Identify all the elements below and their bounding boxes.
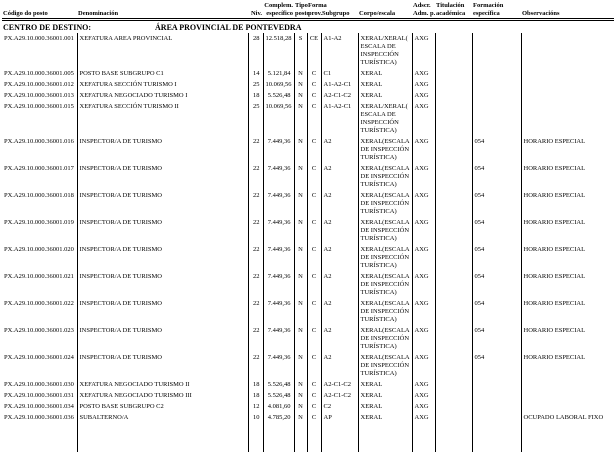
cell-titulacion-academica [435, 217, 472, 244]
cell-forma-provision: C [307, 217, 321, 244]
cell-formacion-especifica: 054 [472, 352, 521, 379]
cell-formacion-especifica [472, 412, 521, 423]
cell-observacions [521, 401, 614, 412]
cell-tipo-posto: N [294, 79, 307, 90]
cell-forma-provision: C [307, 352, 321, 379]
cell-complemento-especifico: 7.449,36 [263, 271, 294, 298]
cell-titulacion-academica [435, 271, 472, 298]
cell-formacion-especifica: 054 [472, 244, 521, 271]
table-row [2, 412, 614, 423]
cell-tipo-posto: N [294, 101, 307, 136]
cell-titulacion-academica [435, 325, 472, 352]
cell-corpo-escala: XERAL [358, 401, 412, 412]
centro-de-destino-label: CENTRO DE DESTINO: [3, 23, 92, 32]
cell-subgrupo: A2 [321, 244, 358, 271]
cell-denominacion: INSPECTOR/A DE TURISMO [77, 190, 248, 217]
cell-denominacion: XEFATURA NEGOCIADO TURISMO III [77, 390, 248, 401]
cell-corpo-escala: XERAL [358, 68, 412, 79]
cell-corpo-escala: XERAL(ESCALA DE INSPECCIÓN TURÍSTICA) [358, 190, 412, 217]
cell-codigo-posto: PX.A29.10.000.36001.024 [2, 352, 77, 379]
cell-formacion-especifica: 054 [472, 298, 521, 325]
cell-adscricion-adm: AXG [412, 68, 435, 79]
cell-forma-provision: C [307, 190, 321, 217]
cell-complemento-especifico: 7.449,36 [263, 136, 294, 163]
cell-formacion-especifica [472, 379, 521, 390]
cell-adscricion-adm: AXG [412, 401, 435, 412]
cell-tipo-posto: N [294, 379, 307, 390]
cell-forma-provision: C [307, 325, 321, 352]
cell-titulacion-academica [435, 68, 472, 79]
cell-codigo-posto: PX.A29.10.000.36001.023 [2, 325, 77, 352]
cell-complemento-especifico: 5.121,84 [263, 68, 294, 79]
cell-corpo-escala: XERAL(ESCALA DE INSPECCIÓN TURÍSTICA) [358, 244, 412, 271]
cell-tipo-posto: N [294, 325, 307, 352]
cell-codigo-posto: PX.A29.10.000.36001.018 [2, 190, 77, 217]
cell-formacion-especifica [472, 79, 521, 90]
cell-denominacion: INSPECTOR/A DE TURISMO [77, 217, 248, 244]
cell-nivel: 10 [248, 412, 263, 423]
col-header-nivel: Niv. [248, 2, 263, 20]
cell-subgrupo: A2 [321, 298, 358, 325]
cell-nivel: 14 [248, 68, 263, 79]
cell-titulacion-academica [435, 412, 472, 423]
cell-codigo-posto: PX.A29.10.000.36001.016 [2, 136, 77, 163]
cell-subgrupo: A2 [321, 217, 358, 244]
cell-denominacion: XEFATURA NEGOCIADO TURISMO I [77, 90, 248, 101]
cell-titulacion-academica [435, 244, 472, 271]
cell-observacions: HORARIO ESPECIAL [521, 163, 614, 190]
cell-titulacion-academica [435, 390, 472, 401]
cell-forma-provision: C [307, 298, 321, 325]
cell-nivel: 22 [248, 244, 263, 271]
cell-observacions: HORARIO ESPECIAL [521, 271, 614, 298]
cell-subgrupo: A2-C1-C2 [321, 90, 358, 101]
cell-adscricion-adm: AXG [412, 190, 435, 217]
table-row [2, 68, 614, 79]
cell-complemento-especifico: 7.449,36 [263, 352, 294, 379]
cell-corpo-escala: XERAL(ESCALA DE INSPECCIÓN TURÍSTICA) [358, 163, 412, 190]
cell-observacions [521, 390, 614, 401]
cell-corpo-escala: XERAL(ESCALA DE INSPECCIÓN TURÍSTICA) [358, 271, 412, 298]
cell-tipo-posto: N [294, 136, 307, 163]
cell-titulacion-academica [435, 101, 472, 136]
cell-complemento-especifico: 5.526,48 [263, 90, 294, 101]
cell-codigo-posto: PX.A29.10.000.36001.031 [2, 390, 77, 401]
cell-denominacion: INSPECTOR/A DE TURISMO [77, 244, 248, 271]
cell-adscricion-adm: AXG [412, 101, 435, 136]
cell-nivel: 22 [248, 163, 263, 190]
cell-subgrupo: A2 [321, 163, 358, 190]
cell-codigo-posto: PX.A29.10.000.36001.015 [2, 101, 77, 136]
cell-formacion-especifica [472, 90, 521, 101]
cell-corpo-escala: XERAL(ESCALA DE INSPECCIÓN TURÍSTICA) [358, 136, 412, 163]
cell-nivel: 22 [248, 325, 263, 352]
cell-formacion-especifica [472, 101, 521, 136]
cell-tipo-posto: S [294, 33, 307, 68]
cell-observacions: HORARIO ESPECIAL [521, 217, 614, 244]
cell-observacions [521, 79, 614, 90]
col-header-subgrupo: Subgrupo [321, 2, 358, 20]
cell-subgrupo: A2-C1-C2 [321, 390, 358, 401]
cell-formacion-especifica: 054 [472, 163, 521, 190]
centro-de-destino-value: ÁREA PROVINCIAL DE PONTEVEDRA [155, 23, 302, 32]
cell-denominacion: INSPECTOR/A DE TURISMO [77, 163, 248, 190]
cell-complemento-especifico: 7.449,36 [263, 298, 294, 325]
cell-titulacion-academica [435, 298, 472, 325]
col-header-complemento: Complem. específico [263, 2, 294, 20]
cell-nivel: 18 [248, 379, 263, 390]
cell-codigo-posto: PX.A29.10.000.36001.012 [2, 79, 77, 90]
cell-adscricion-adm: AXG [412, 163, 435, 190]
cell-corpo-escala: XERAL [358, 412, 412, 423]
cell-denominacion: INSPECTOR/A DE TURISMO [77, 325, 248, 352]
table-row [2, 90, 614, 101]
cell-subgrupo: A2 [321, 136, 358, 163]
cell-forma-provision: C [307, 68, 321, 79]
table-row [2, 190, 614, 217]
cell-corpo-escala: XERAL(ESCALA DE INSPECCIÓN TURÍSTICA) [358, 325, 412, 352]
cell-forma-provision: C [307, 79, 321, 90]
cell-observacions: HORARIO ESPECIAL [521, 352, 614, 379]
cell-formacion-especifica [472, 33, 521, 68]
cell-corpo-escala: XERAL [358, 90, 412, 101]
rpt-table [2, 2, 614, 452]
cell-nivel: 18 [248, 390, 263, 401]
cell-denominacion: INSPECTOR/A DE TURISMO [77, 352, 248, 379]
table-row [2, 271, 614, 298]
cell-formacion-especifica: 054 [472, 217, 521, 244]
cell-codigo-posto: PX.A29.10.000.36001.021 [2, 271, 77, 298]
cell-codigo-posto: PX.A29.10.000.36001.030 [2, 379, 77, 390]
col-header-denominacion: Denominación [77, 2, 248, 20]
cell-nivel: 22 [248, 190, 263, 217]
cell-formacion-especifica [472, 401, 521, 412]
cell-formacion-especifica: 054 [472, 325, 521, 352]
cell-observacions [521, 33, 614, 68]
cell-denominacion: INSPECTOR/A DE TURISMO [77, 298, 248, 325]
cell-subgrupo: C2 [321, 401, 358, 412]
col-header-adscricion: Adscr. Adm. p. [412, 2, 435, 20]
cell-denominacion: XEFATURA SECCIÓN TURISMO II [77, 101, 248, 136]
cell-adscricion-adm: AXG [412, 325, 435, 352]
table-row [2, 379, 614, 390]
cell-subgrupo: A2 [321, 271, 358, 298]
table-row [2, 298, 614, 325]
cell-adscricion-adm: AXG [412, 217, 435, 244]
cell-tipo-posto: N [294, 190, 307, 217]
cell-subgrupo: C1 [321, 68, 358, 79]
cell-tipo-posto: N [294, 217, 307, 244]
cell-complemento-especifico: 7.449,36 [263, 325, 294, 352]
cell-tipo-posto: N [294, 90, 307, 101]
cell-titulacion-academica [435, 136, 472, 163]
col-header-formacion: Formación específica [472, 2, 521, 20]
cell-corpo-escala: XERAL(ESCALA DE INSPECCIÓN TURÍSTICA) [358, 352, 412, 379]
cell-observacions: HORARIO ESPECIAL [521, 244, 614, 271]
table-row [2, 136, 614, 163]
cell-titulacion-academica [435, 352, 472, 379]
table-row [2, 163, 614, 190]
cell-forma-provision: CE [307, 33, 321, 68]
cell-denominacion: POSTO BASE SUBGRUPO C1 [77, 68, 248, 79]
cell-forma-provision: C [307, 90, 321, 101]
table-row [2, 217, 614, 244]
cell-subgrupo: A1-A2-C1 [321, 101, 358, 136]
cell-tipo-posto: N [294, 271, 307, 298]
table-row [2, 401, 614, 412]
cell-complemento-especifico: 10.069,56 [263, 79, 294, 90]
cell-observacions [521, 379, 614, 390]
cell-denominacion: INSPECTOR/A DE TURISMO [77, 136, 248, 163]
cell-nivel: 25 [248, 101, 263, 136]
cell-corpo-escala: XERAL(ESCALA DE INSPECCIÓN TURÍSTICA) [358, 298, 412, 325]
col-header-forma-provision: Forma prov. [307, 2, 321, 20]
cell-corpo-escala: XERAL(ESCALA DE INSPECCIÓN TURÍSTICA) [358, 217, 412, 244]
cell-subgrupo: A2 [321, 325, 358, 352]
cell-titulacion-academica [435, 379, 472, 390]
table-filler-row [2, 423, 614, 452]
cell-formacion-especifica: 054 [472, 190, 521, 217]
cell-nivel: 22 [248, 352, 263, 379]
table-row [2, 390, 614, 401]
cell-observacions: OCUPADO LABORAL FIXO [521, 412, 614, 423]
cell-codigo-posto: PX.A29.10.000.36001.036 [2, 412, 77, 423]
cell-complemento-especifico: 7.449,36 [263, 217, 294, 244]
cell-observacions: HORARIO ESPECIAL [521, 298, 614, 325]
cell-adscricion-adm: AXG [412, 90, 435, 101]
cell-adscricion-adm: AXG [412, 379, 435, 390]
cell-tipo-posto: N [294, 68, 307, 79]
cell-tipo-posto: N [294, 352, 307, 379]
cell-forma-provision: C [307, 379, 321, 390]
col-header-corpo-escala: Corpo/escala [358, 2, 412, 20]
cell-titulacion-academica [435, 190, 472, 217]
cell-observacions: HORARIO ESPECIAL [521, 190, 614, 217]
cell-adscricion-adm: AXG [412, 244, 435, 271]
cell-forma-provision: C [307, 244, 321, 271]
cell-corpo-escala: XERAL [358, 379, 412, 390]
table-body [2, 33, 614, 452]
cell-complemento-especifico: 7.449,36 [263, 163, 294, 190]
cell-codigo-posto: PX.A29.10.000.36001.013 [2, 90, 77, 101]
cell-forma-provision: C [307, 271, 321, 298]
table-row [2, 79, 614, 90]
cell-corpo-escala: XERAL/XERAL(ESCALA DE INSPECCIÓN TURÍSTICA) [358, 101, 412, 136]
cell-nivel: 22 [248, 298, 263, 325]
cell-adscricion-adm: AXG [412, 390, 435, 401]
col-header-codigo: Código do posto [2, 2, 77, 20]
cell-complemento-especifico: 12.518,28 [263, 33, 294, 68]
cell-complemento-especifico: 7.449,36 [263, 190, 294, 217]
cell-complemento-especifico: 4.785,20 [263, 412, 294, 423]
cell-forma-provision: C [307, 412, 321, 423]
cell-denominacion: XEFATURA AREA PROVINCIAL [77, 33, 248, 68]
cell-tipo-posto: N [294, 298, 307, 325]
cell-corpo-escala: XERAL [358, 390, 412, 401]
cell-observacions: HORARIO ESPECIAL [521, 325, 614, 352]
cell-nivel: 12 [248, 401, 263, 412]
cell-nivel: 22 [248, 217, 263, 244]
cell-adscricion-adm: AXG [412, 412, 435, 423]
cell-forma-provision: C [307, 136, 321, 163]
col-header-tipo-posto: Tipo posto [294, 2, 307, 20]
cell-adscricion-adm: AXG [412, 136, 435, 163]
cell-nivel: 22 [248, 136, 263, 163]
cell-codigo-posto: PX.A29.10.000.36001.017 [2, 163, 77, 190]
cell-observacions: HORARIO ESPECIAL [521, 136, 614, 163]
cell-subgrupo: A2 [321, 190, 358, 217]
cell-subgrupo: A1-A2 [321, 33, 358, 68]
cell-observacions [521, 101, 614, 136]
cell-observacions [521, 68, 614, 79]
cell-nivel: 18 [248, 90, 263, 101]
cell-forma-provision: C [307, 401, 321, 412]
cell-complemento-especifico: 7.449,36 [263, 244, 294, 271]
cell-adscricion-adm: AXG [412, 33, 435, 68]
cell-denominacion: XEFATURA SECCIÓN TURISMO I [77, 79, 248, 90]
cell-subgrupo: A2 [321, 352, 358, 379]
col-header-titulacion: Titulación académica [435, 2, 472, 20]
cell-nivel: 25 [248, 79, 263, 90]
table-header [2, 2, 614, 20]
cell-formacion-especifica [472, 390, 521, 401]
cell-formacion-especifica [472, 68, 521, 79]
cell-codigo-posto: PX.A29.10.000.36001.022 [2, 298, 77, 325]
cell-tipo-posto: N [294, 244, 307, 271]
cell-nivel: 22 [248, 271, 263, 298]
cell-nivel: 28 [248, 33, 263, 68]
col-header-observacions: Observacións [521, 2, 614, 20]
cell-tipo-posto: N [294, 390, 307, 401]
cell-adscricion-adm: AXG [412, 79, 435, 90]
table-row [2, 244, 614, 271]
cell-observacions [521, 90, 614, 101]
cell-denominacion: XEFATURA NEGOCIADO TURISMO II [77, 379, 248, 390]
cell-titulacion-academica [435, 401, 472, 412]
cell-subgrupo: AP [321, 412, 358, 423]
cell-corpo-escala: XERAL [358, 79, 412, 90]
cell-codigo-posto: PX.A29.10.000.36001.034 [2, 401, 77, 412]
cell-forma-provision: C [307, 390, 321, 401]
cell-tipo-posto: N [294, 401, 307, 412]
cell-codigo-posto: PX.A29.10.000.36001.005 [2, 68, 77, 79]
cell-codigo-posto: PX.A29.10.000.36001.001 [2, 33, 77, 68]
cell-titulacion-academica [435, 163, 472, 190]
cell-subgrupo: A2-C1-C2 [321, 379, 358, 390]
cell-adscricion-adm: AXG [412, 298, 435, 325]
table-row [2, 33, 614, 68]
cell-corpo-escala: XERAL/XERAL(ESCALA DE INSPECCIÓN TURÍSTICA) [358, 33, 412, 68]
cell-adscricion-adm: AXG [412, 352, 435, 379]
cell-formacion-especifica: 054 [472, 136, 521, 163]
cell-complemento-especifico: 10.069,56 [263, 101, 294, 136]
cell-titulacion-academica [435, 33, 472, 68]
cell-complemento-especifico: 5.526,48 [263, 390, 294, 401]
cell-codigo-posto: PX.A29.10.000.36001.020 [2, 244, 77, 271]
cell-complemento-especifico: 4.081,60 [263, 401, 294, 412]
cell-complemento-especifico: 5.526,48 [263, 379, 294, 390]
table-row [2, 325, 614, 352]
cell-subgrupo: A1-A2-C1 [321, 79, 358, 90]
cell-titulacion-academica [435, 90, 472, 101]
cell-denominacion: POSTO BASE SUBGRUPO C2 [77, 401, 248, 412]
centro-de-destino-row [2, 20, 614, 34]
cell-forma-provision: C [307, 101, 321, 136]
cell-denominacion: INSPECTOR/A DE TURISMO [77, 271, 248, 298]
cell-formacion-especifica: 054 [472, 271, 521, 298]
cell-tipo-posto: N [294, 163, 307, 190]
cell-forma-provision: C [307, 163, 321, 190]
cell-codigo-posto: PX.A29.10.000.36001.019 [2, 217, 77, 244]
cell-denominacion: SUBALTERNO/A [77, 412, 248, 423]
table-row [2, 101, 614, 136]
table-row [2, 352, 614, 379]
cell-titulacion-academica [435, 79, 472, 90]
cell-tipo-posto: N [294, 412, 307, 423]
cell-adscricion-adm: AXG [412, 271, 435, 298]
